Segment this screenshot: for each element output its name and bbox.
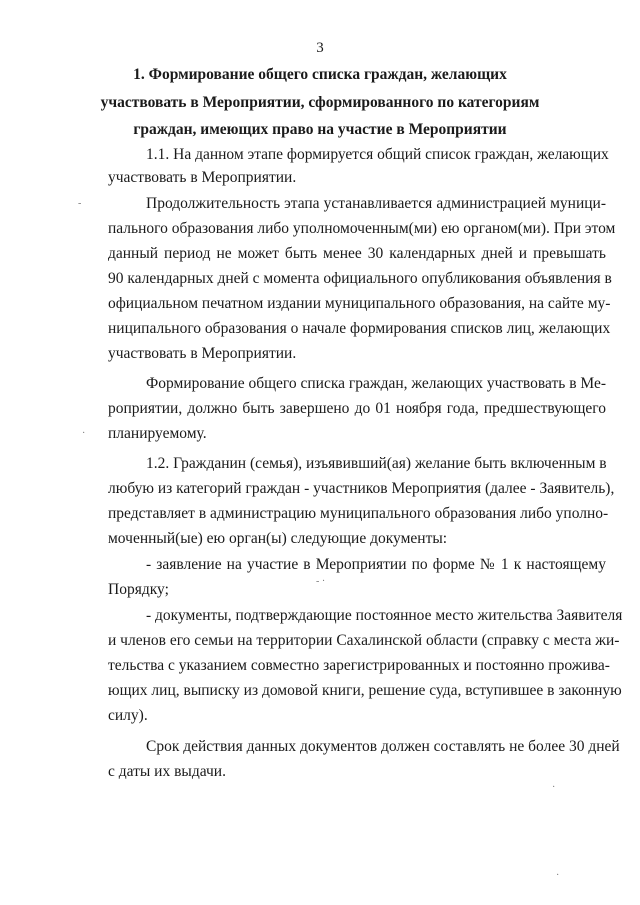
body-line: официальном печатном издании муниципального образования, на сайте му- <box>108 295 611 312</box>
body-line: планируемому. <box>108 425 207 442</box>
scan-mark: · <box>556 870 560 881</box>
list-item-line: и членов его семьи на территории Сахалинской области (справку с места жи- <box>108 632 620 649</box>
body-line: Продолжительность этапа устанавливается администрацией муници- <box>146 195 606 212</box>
list-item-line: тельства с указанием совместно зарегистрированных и постоянно прожива- <box>108 657 610 674</box>
body-line: представляет в администрацию муниципального образования либо уполно- <box>108 505 609 522</box>
body-line: с даты их выдачи. <box>108 763 226 780</box>
scan-mark: - <box>78 198 82 209</box>
body-line: 90 календарных дней с момента официального опубликования объявления в <box>108 270 612 287</box>
list-item-line: Порядку; <box>108 581 169 598</box>
list-item-line: - документы, подтверждающие постоянное место жительства Заявителя <box>146 607 623 624</box>
list-item-line: ющих лиц, выписку из домовой книги, решение суда, вступившее в законную <box>108 682 622 699</box>
body-line: данный период не может быть менее 30 календарных дней и превышать <box>108 245 606 262</box>
body-line: участвовать в Мероприятии. <box>108 169 297 186</box>
body-line: Формирование общего списка граждан, желающих участвовать в Ме- <box>146 375 607 392</box>
list-item-line: силу). <box>108 707 148 724</box>
section-heading-line-1: 1. Формирование общего списка граждан, желающих <box>133 66 507 83</box>
scan-mark: - · <box>316 576 326 587</box>
page-number: 3 <box>316 40 324 56</box>
body-line: любую из категорий граждан - участников Мероприятия (далее - Заявитель), <box>108 480 615 497</box>
body-line: роприятии, должно быть завершено до 01 ноября года, предшествующего <box>108 400 606 417</box>
body-line: моченный(ые) ею орган(ы) следующие документы: <box>108 530 448 547</box>
body-line: 1.1. На данном этапе формируется общий список граждан, желающих <box>146 146 609 163</box>
body-line: участвовать в Мероприятии. <box>108 345 297 362</box>
scan-mark: · <box>82 428 86 439</box>
list-item-line: - заявление на участие в Мероприятии по форме № 1 к настоящему <box>146 556 606 573</box>
body-line: 1.2. Гражданин (семья), изъявивший(ая) желание быть включенным в <box>146 455 607 472</box>
section-heading-line-2: участвовать в Мероприятии, сформированного по категориям <box>100 94 540 111</box>
body-line: ниципального образования о начале формирования списков лиц, желающих <box>108 320 611 337</box>
scan-mark: · <box>552 782 556 793</box>
body-line: Срок действия данных документов должен составлять не более 30 дней <box>146 738 620 755</box>
body-line: пального образования либо уполномоченным(ми) ею органом(ми). При этом <box>108 220 616 237</box>
section-heading-line-3: граждан, имеющих право на участие в Мероприятии <box>133 121 507 138</box>
